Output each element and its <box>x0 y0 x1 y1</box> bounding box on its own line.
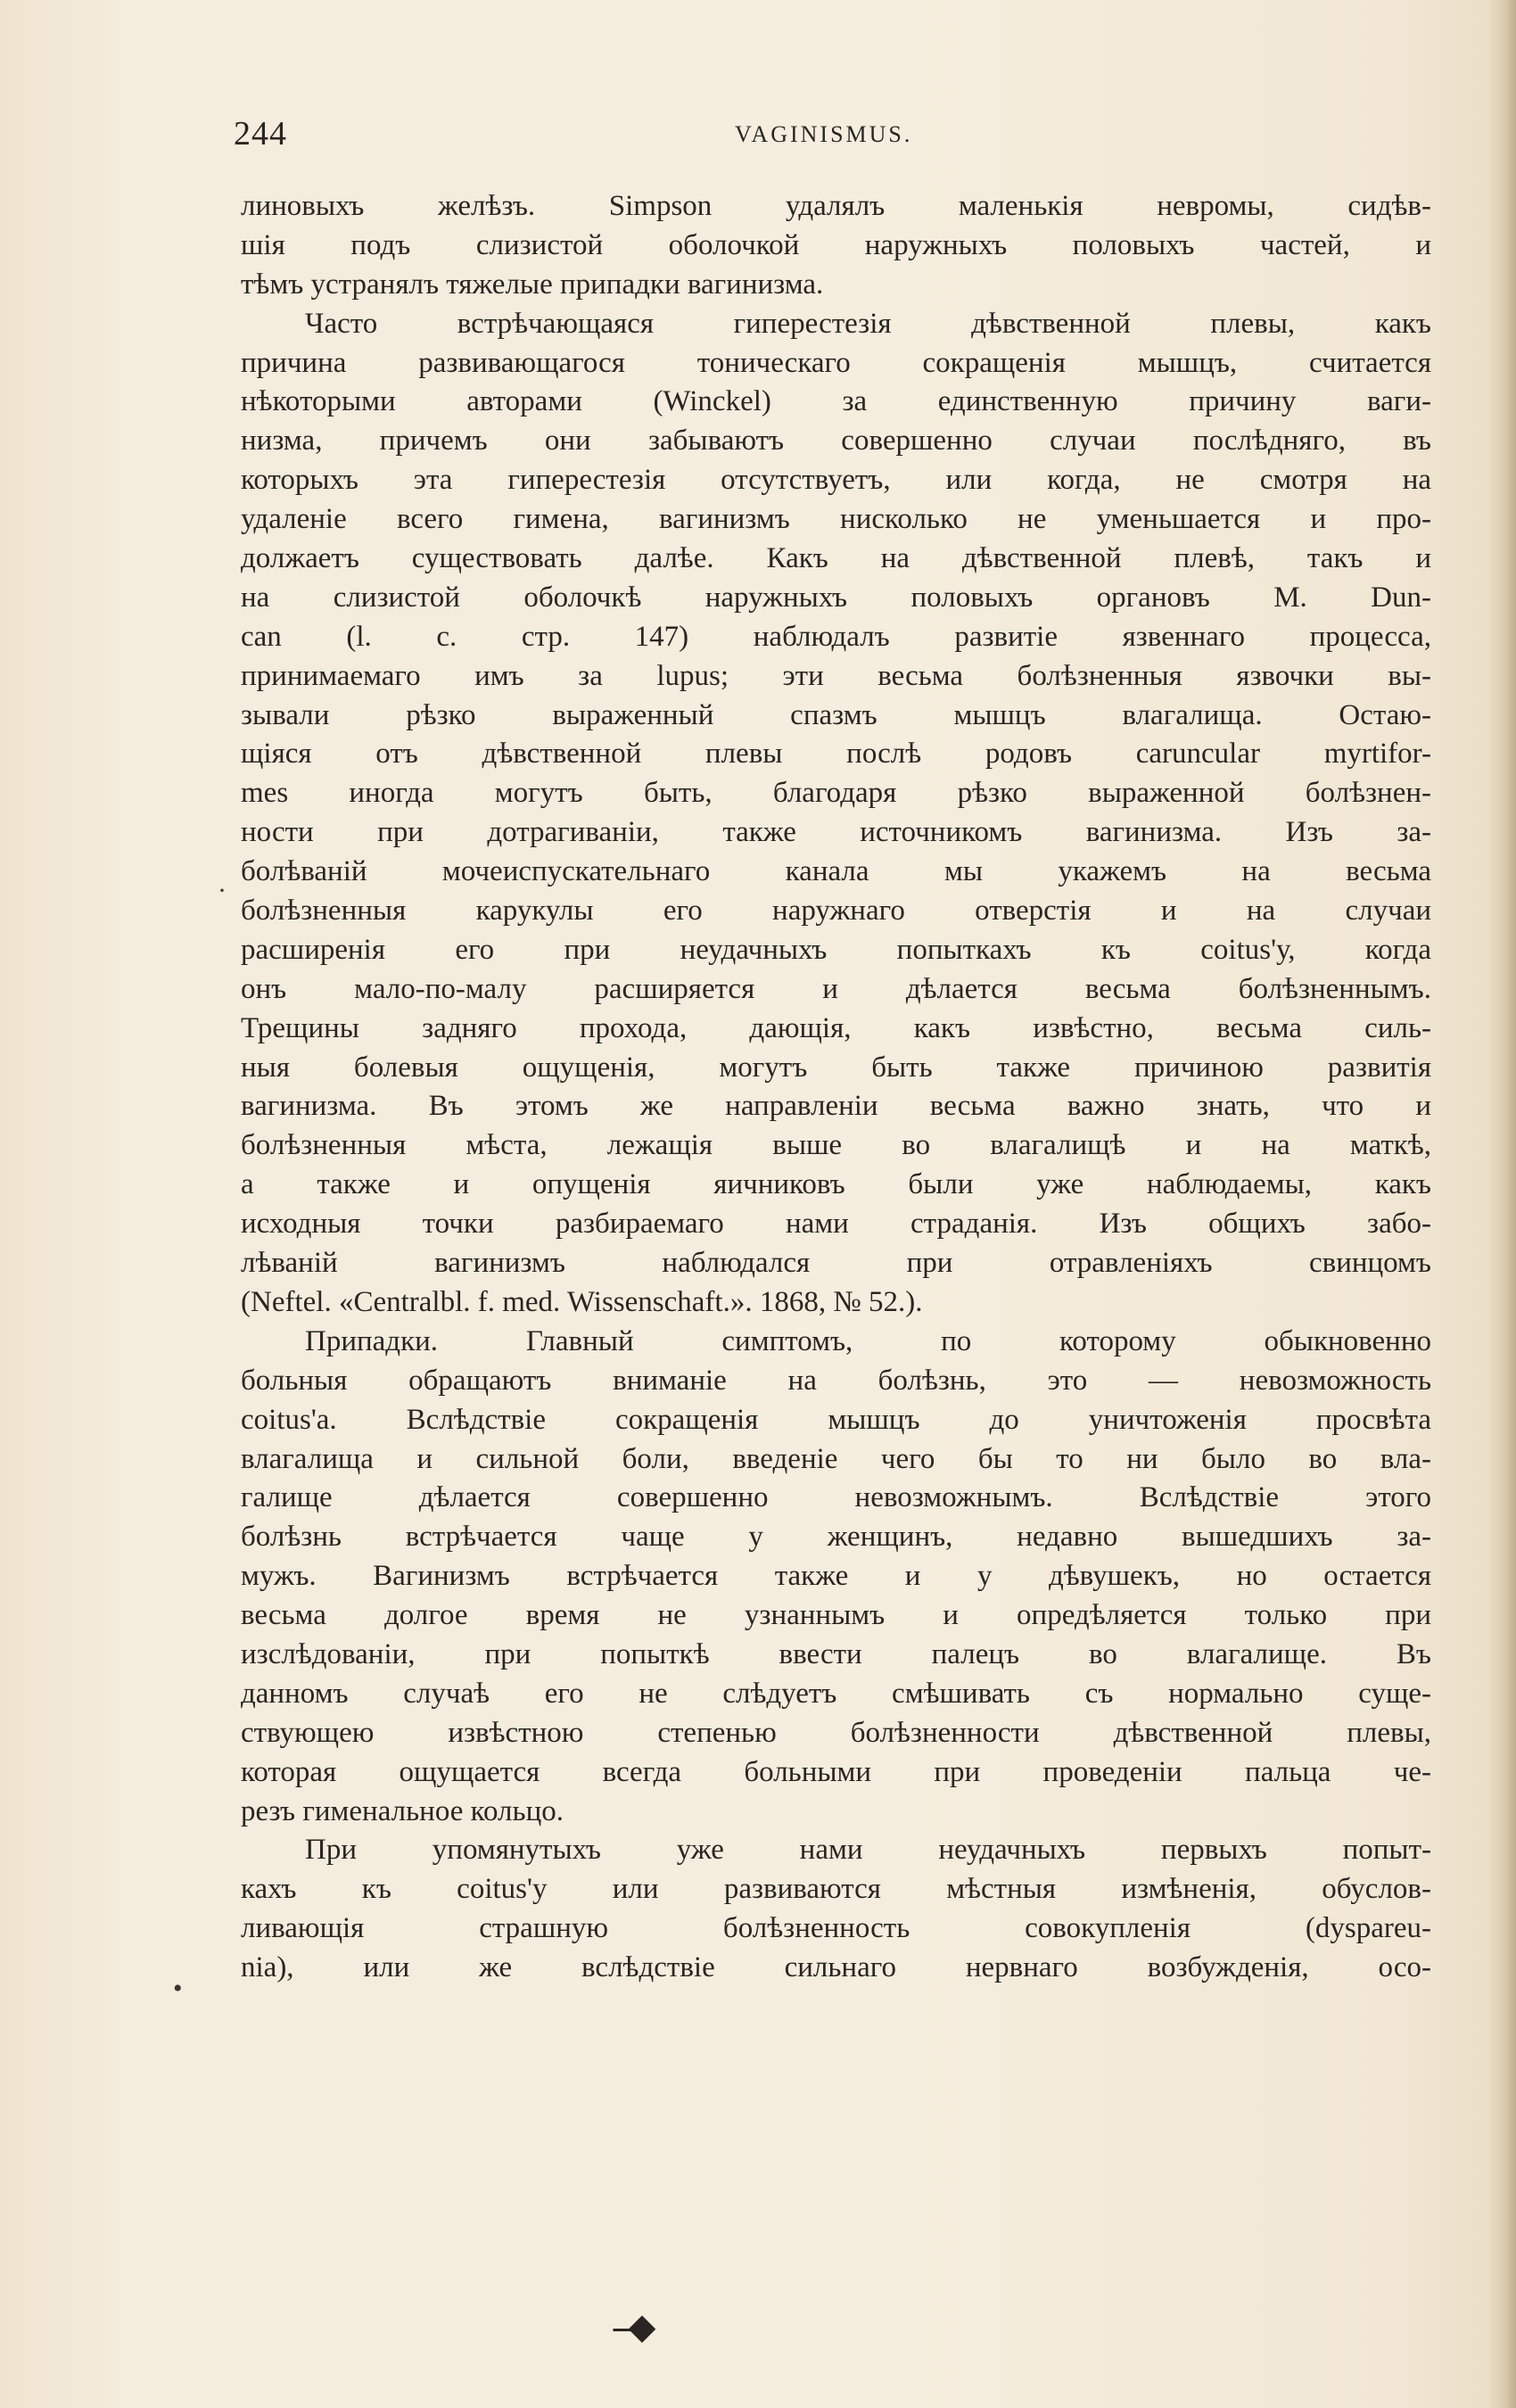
text-line: нѣкоторыми авторами (Winckel) за единственную причину ваги- <box>241 385 1431 418</box>
text-line: ности при дотрагиваніи, также источникомъ вагинизма. Изъ за- <box>241 816 1431 849</box>
text-line: ствующею извѣстною степенью болѣзненности дѣвственной плевы, <box>241 1716 1431 1749</box>
text-line: тѣмъ устранялъ тяжелые припадки вагинизма. <box>241 268 824 301</box>
margin-dot-icon: • <box>173 1974 183 2003</box>
text-line: mes иногда могутъ быть, благодаря рѣзко выраженной болѣзнен- <box>241 777 1431 810</box>
text-line: а также и опущенія яичниковъ были уже наблюдаемы, какъ <box>241 1168 1431 1201</box>
text-line: удаленіе всего гимена, вагинизмъ нисколько не уменьшается и про- <box>241 503 1431 536</box>
text-line: на слизистой оболочкѣ наружныхъ половыхъ органовъ M. Dun- <box>241 581 1431 614</box>
paragraph-start-line: Часто встрѣчающаяся гиперестезія дѣвственной плевы, какъ <box>305 307 1431 340</box>
text-line: которыхъ эта гиперестезія отсутствуетъ, или когда, не смотря на <box>241 464 1431 497</box>
text-line: (Neftel. «Centralbl. f. med. Wissenschaft.». 1868, № 52.). <box>241 1285 923 1318</box>
page-header <box>234 114 1446 168</box>
text-line: кахъ къ coitus'у или развиваются мѣстныя измѣненія, обуслов- <box>241 1873 1431 1906</box>
text-line: coitus'a. Вслѣдствіе сокращенія мышцъ до уничтоженія просвѣта <box>241 1403 1431 1436</box>
text-line: лѣваній вагинизмъ наблюдался при отравленіяхъ свинцомъ <box>241 1247 1431 1280</box>
text-line: исходныя точки разбираемаго нами страданія. Изъ общихъ забо- <box>241 1208 1431 1241</box>
text-line: изслѣдованіи, при попыткѣ ввести палецъ во влагалище. Въ <box>241 1637 1431 1670</box>
text-line: должаетъ существовать далѣе. Какъ на дѣвственной плевѣ, такъ и <box>241 542 1431 575</box>
margin-dot-icon: · <box>218 876 227 905</box>
ornament-icon: ‐‐◆ <box>612 2306 653 2346</box>
body-text <box>241 187 1431 1988</box>
text-line: вагинизма. Въ этомъ же направленіи весьма важно знать, что и <box>241 1090 1431 1123</box>
text-line: влагалища и сильной боли, введеніе чего бы то ни было во вла- <box>241 1442 1431 1475</box>
text-line: щіяся отъ дѣвственной плевы послѣ родовъ caruncular myrtifor- <box>241 738 1431 771</box>
text-line: онъ мало-по-малу расширяется и дѣлается весьма болѣзненнымъ. <box>241 972 1431 1005</box>
text-line: болѣзненныя мѣста, лежащія выше во влагалищѣ и на маткѣ, <box>241 1129 1431 1162</box>
text-line: низма, причемъ они забываютъ совершенно случаи послѣдняго, въ <box>241 425 1431 458</box>
text-line: причина развивающагося тоническаго сокращенія мышцъ, считается <box>241 346 1431 379</box>
running-title: VAGINISMUS. <box>735 121 913 147</box>
text-line: больныя обращаютъ вниманіе на болѣзнь, это — невозможность <box>241 1364 1431 1397</box>
page-edge <box>1489 0 1516 2408</box>
text-line: шія подъ слизистой оболочкой наружныхъ половыхъ частей, и <box>241 228 1431 261</box>
text-line: болѣваній мочеиспускательнаго канала мы укажемъ на весьма <box>241 855 1431 888</box>
text-line: весьма долгое время не узнаннымъ и опредѣляется только при <box>241 1599 1431 1632</box>
text-line: nia), или же вслѣдствіе сильнаго нервнаго возбужденія, осо- <box>241 1951 1431 1984</box>
text-line: данномъ случаѣ его не слѣдуетъ смѣшивать съ нормально суще- <box>241 1677 1431 1710</box>
text-line: расширенія его при неудачныхъ попыткахъ къ coitus'у, когда <box>241 933 1431 966</box>
text-line: галище дѣлается совершенно невозможнымъ. Вслѣдствіе этого <box>241 1481 1431 1514</box>
text-line: Трещины задняго прохода, дающія, какъ извѣстно, весьма силь- <box>241 1011 1431 1044</box>
text-line: зывали рѣзко выраженный спазмъ мышцъ влагалища. Остаю- <box>241 698 1431 731</box>
text-line: мужъ. Вагинизмъ встрѣчается также и у дѣвушекъ, но остается <box>241 1560 1431 1593</box>
paragraph-start-line: При упомянутыхъ уже нами неудачныхъ первыхъ попыт- <box>305 1834 1431 1867</box>
text-line: can (l. c. стр. 147) наблюдалъ развитіе язвеннаго процесса, <box>241 620 1431 653</box>
page-number: 244 <box>234 115 287 153</box>
text-line: линовыхъ желѣзъ. Simpson удалялъ маленькія невромы, сидѣв- <box>241 190 1431 222</box>
text-line: болѣзнь встрѣчается чаще у женщинъ, недавно вышедшихъ за- <box>241 1521 1431 1554</box>
paragraph-start-line: Припадки. Главный симптомъ, по которому обыкновенно <box>305 1324 1431 1357</box>
text-line: которая ощущается всегда больными при проведеніи пальца че- <box>241 1755 1431 1788</box>
text-line: принимаемаго имъ за lupus; эти весьма болѣзненныя язвочки вы- <box>241 659 1431 692</box>
text-line: ныя болевыя ощущенія, могутъ быть также причиною развитія <box>241 1051 1431 1084</box>
text-line: болѣзненныя карукулы его наружнаго отверстія и на случаи <box>241 895 1431 928</box>
text-line: резъ гименальное кольцо. <box>241 1794 564 1827</box>
text-line: ливающія страшную болѣзненность совокупленія (dyspareu- <box>241 1912 1431 1945</box>
